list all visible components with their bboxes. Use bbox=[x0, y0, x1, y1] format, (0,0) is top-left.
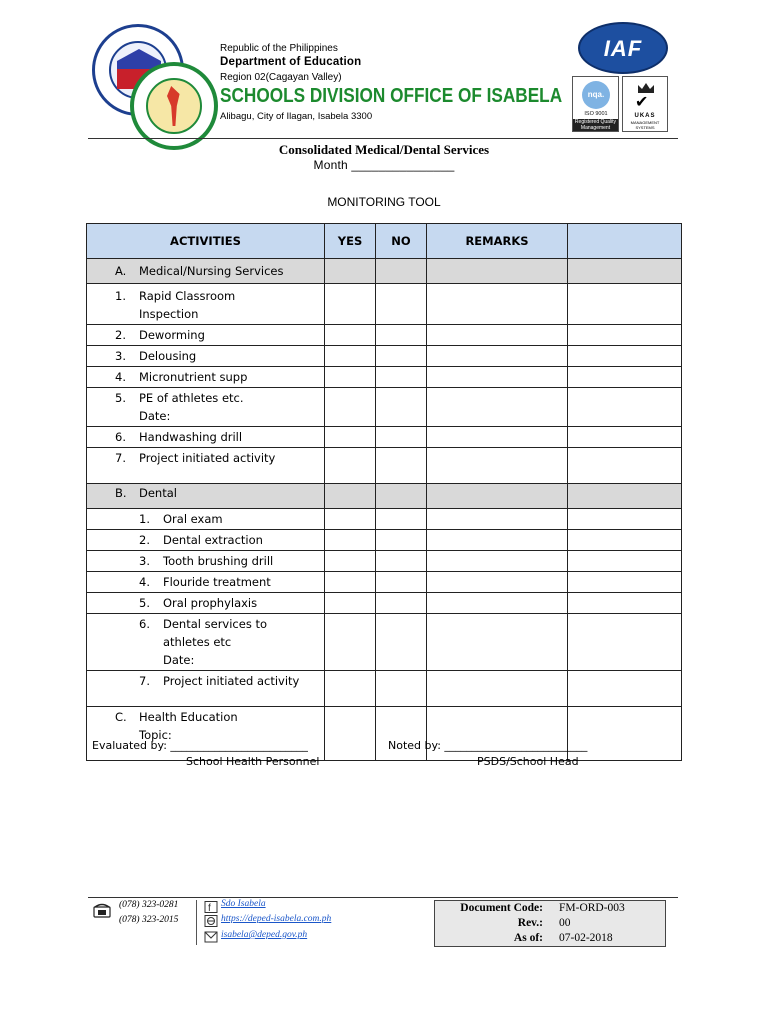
yes-cell[interactable] bbox=[325, 427, 376, 448]
yes-cell[interactable] bbox=[325, 551, 376, 572]
tool-title: MONITORING TOOL bbox=[327, 195, 441, 209]
rev-label: Rev.: bbox=[517, 917, 543, 929]
iso-9001-badge-icon bbox=[572, 76, 619, 132]
email-link[interactable]: isabela@deped.gov.ph bbox=[221, 930, 308, 940]
svg-text:f: f bbox=[208, 903, 211, 913]
activity-cell: 4. Micronutrient supp bbox=[87, 367, 325, 388]
iso-caption: Registered Quality Management bbox=[574, 119, 617, 131]
checkmark-icon: ✔ bbox=[635, 94, 649, 111]
activity-cell: 5. PE of athletes etc. Date: bbox=[87, 388, 325, 427]
table-row bbox=[87, 367, 682, 388]
yes-cell[interactable] bbox=[325, 367, 376, 388]
ukas-label: UKAS bbox=[634, 113, 656, 119]
table-row bbox=[87, 551, 682, 572]
yes-cell[interactable] bbox=[325, 671, 376, 707]
table-row bbox=[87, 614, 682, 671]
remarks-cell[interactable] bbox=[427, 388, 568, 427]
evaluated-by-line: Evaluated by: _________________________ bbox=[92, 739, 308, 752]
table-row bbox=[87, 325, 682, 346]
table-row bbox=[87, 530, 682, 551]
remarks-cell[interactable] bbox=[427, 448, 568, 484]
remarks-cell[interactable] bbox=[427, 325, 568, 346]
noted-role: PSDS/School Head bbox=[477, 755, 579, 768]
monitoring-table bbox=[86, 223, 682, 761]
extra-cell bbox=[568, 448, 682, 484]
no-cell[interactable] bbox=[376, 427, 427, 448]
yes-cell[interactable] bbox=[325, 448, 376, 484]
header-department: Department of Education bbox=[220, 56, 362, 68]
activity-cell: 2. Deworming bbox=[87, 325, 325, 346]
sdo-isabela-seal-icon bbox=[130, 62, 218, 150]
table-header-row bbox=[87, 224, 682, 259]
activity-cell: 4. Flouride treatment bbox=[87, 572, 325, 593]
remarks-cell[interactable] bbox=[427, 671, 568, 707]
activity-cell: 7. Project initiated activity bbox=[87, 448, 325, 484]
activity-cell: 3. Tooth brushing drill bbox=[87, 551, 325, 572]
extra-cell bbox=[568, 509, 682, 530]
envelope-icon bbox=[204, 931, 218, 943]
doc-code-label: Document Code: bbox=[460, 902, 543, 914]
table-row bbox=[87, 572, 682, 593]
website-link[interactable]: https://deped-isabela.com.ph bbox=[221, 914, 332, 924]
remarks-cell[interactable] bbox=[427, 707, 568, 761]
remarks-cell[interactable] bbox=[427, 259, 568, 284]
section-a-row bbox=[87, 259, 682, 284]
yes-cell[interactable] bbox=[325, 484, 376, 509]
section-b-title: B. Dental bbox=[87, 484, 325, 509]
as-of-value: 07-02-2018 bbox=[559, 932, 613, 944]
remarks-cell[interactable] bbox=[427, 509, 568, 530]
header-remarks: REMARKS bbox=[427, 224, 568, 259]
telephone-icon bbox=[93, 902, 111, 918]
yes-cell[interactable] bbox=[325, 593, 376, 614]
yes-cell[interactable] bbox=[325, 509, 376, 530]
extra-cell bbox=[568, 614, 682, 671]
ukas-badge-icon bbox=[622, 76, 668, 132]
extra-cell bbox=[568, 551, 682, 572]
remarks-cell[interactable] bbox=[427, 346, 568, 367]
header-divider bbox=[88, 138, 678, 139]
activity-cell: 1. Rapid Classroom Inspection bbox=[87, 284, 325, 325]
remarks-cell[interactable] bbox=[427, 367, 568, 388]
phone-number-2: (078) 323-2015 bbox=[119, 915, 179, 925]
table-row bbox=[87, 448, 682, 484]
document-code-box bbox=[434, 900, 666, 947]
phone-number-1: (078) 323-0281 bbox=[119, 900, 179, 910]
yes-cell[interactable] bbox=[325, 325, 376, 346]
yes-cell[interactable] bbox=[325, 614, 376, 671]
globe-icon bbox=[204, 915, 218, 927]
footer-separator bbox=[196, 900, 197, 945]
extra-cell bbox=[568, 325, 682, 346]
activity-cell: 6. Dental services to athletes etc Date: bbox=[87, 614, 325, 671]
evaluated-role: School Health Personnel bbox=[186, 755, 320, 768]
no-cell[interactable] bbox=[376, 284, 427, 325]
no-cell[interactable] bbox=[376, 707, 427, 761]
table-row bbox=[87, 284, 682, 325]
no-cell[interactable] bbox=[376, 509, 427, 530]
remarks-cell[interactable] bbox=[427, 484, 568, 509]
section-a-title: A. Medical/Nursing Services bbox=[87, 259, 325, 284]
remarks-cell[interactable] bbox=[427, 572, 568, 593]
extra-cell bbox=[568, 484, 682, 509]
extra-cell bbox=[568, 367, 682, 388]
no-cell[interactable] bbox=[376, 593, 427, 614]
activity-cell: 3. Delousing bbox=[87, 346, 325, 367]
extra-cell bbox=[568, 259, 682, 284]
activity-cell: 2. Dental extraction bbox=[87, 530, 325, 551]
iso-label: ISO 9001 bbox=[584, 111, 608, 117]
remarks-cell[interactable] bbox=[427, 427, 568, 448]
header-extra bbox=[568, 224, 682, 259]
no-cell[interactable] bbox=[376, 448, 427, 484]
header-office: SCHOOLS DIVISION OFFICE OF ISABELA bbox=[220, 85, 563, 107]
remarks-cell[interactable] bbox=[427, 551, 568, 572]
no-cell[interactable] bbox=[376, 614, 427, 671]
no-cell[interactable] bbox=[376, 346, 427, 367]
no-cell[interactable] bbox=[376, 484, 427, 509]
no-cell[interactable] bbox=[376, 259, 427, 284]
noted-by-line: Noted by: __________________________ bbox=[388, 739, 588, 752]
table-row bbox=[87, 427, 682, 448]
yes-cell[interactable] bbox=[325, 572, 376, 593]
yes-cell[interactable] bbox=[325, 530, 376, 551]
activity-cell: 7. Project initiated activity bbox=[87, 671, 325, 707]
footer-divider bbox=[88, 897, 678, 898]
header-address: Alibagu, City of Ilagan, Isabela 3300 bbox=[220, 111, 373, 122]
extra-cell bbox=[568, 593, 682, 614]
table-row bbox=[87, 388, 682, 427]
nqa-logo-text: nqa. bbox=[582, 81, 610, 109]
facebook-icon bbox=[204, 901, 218, 913]
no-cell[interactable] bbox=[376, 551, 427, 572]
document-title: Consolidated Medical/Dental Services bbox=[278, 142, 490, 157]
extra-cell bbox=[568, 346, 682, 367]
ukas-caption: MANAGEMENT SYSTEMS bbox=[630, 120, 660, 130]
month-line: Month _______________ bbox=[313, 158, 455, 172]
rev-value: 00 bbox=[559, 917, 571, 929]
yes-cell[interactable] bbox=[325, 707, 376, 761]
activity-cell: 6. Handwashing drill bbox=[87, 427, 325, 448]
iaf-logo-icon bbox=[578, 22, 668, 74]
iaf-logo-text: IAF bbox=[603, 36, 643, 61]
header-activities: ACTIVITIES bbox=[87, 224, 325, 259]
no-cell[interactable] bbox=[376, 388, 427, 427]
yes-cell[interactable] bbox=[325, 346, 376, 367]
extra-cell bbox=[568, 572, 682, 593]
section-c-row bbox=[87, 707, 682, 761]
header-no: NO bbox=[376, 224, 427, 259]
header-yes: YES bbox=[325, 224, 376, 259]
remarks-cell[interactable] bbox=[427, 614, 568, 671]
doc-code-value: FM-ORD-003 bbox=[559, 902, 625, 914]
no-cell[interactable] bbox=[376, 671, 427, 707]
section-c-title: C. Health Education Topic: bbox=[87, 707, 325, 761]
yes-cell[interactable] bbox=[325, 388, 376, 427]
table-row bbox=[87, 346, 682, 367]
facebook-link[interactable]: Sdo Isabela bbox=[221, 899, 266, 909]
remarks-cell[interactable] bbox=[427, 530, 568, 551]
extra-cell bbox=[568, 671, 682, 707]
yes-cell[interactable] bbox=[325, 259, 376, 284]
no-cell[interactable] bbox=[376, 572, 427, 593]
remarks-cell[interactable] bbox=[427, 284, 568, 325]
table-row bbox=[87, 593, 682, 614]
section-b-row bbox=[87, 484, 682, 509]
extra-cell bbox=[568, 530, 682, 551]
extra-cell bbox=[568, 284, 682, 325]
crown-icon bbox=[638, 83, 654, 93]
extra-cell bbox=[568, 427, 682, 448]
remarks-cell[interactable] bbox=[427, 593, 568, 614]
no-cell[interactable] bbox=[376, 367, 427, 388]
activity-cell: 1. Oral exam bbox=[87, 509, 325, 530]
table-row bbox=[87, 671, 682, 707]
header-region: Region 02(Cagayan Valley) bbox=[220, 72, 342, 83]
extra-cell bbox=[568, 388, 682, 427]
no-cell[interactable] bbox=[376, 325, 427, 346]
header-republic: Republic of the Philippines bbox=[220, 43, 338, 54]
extra-cell bbox=[568, 707, 682, 761]
as-of-label: As of: bbox=[513, 932, 543, 944]
table-row bbox=[87, 509, 682, 530]
yes-cell[interactable] bbox=[325, 284, 376, 325]
no-cell[interactable] bbox=[376, 530, 427, 551]
activity-cell: 5. Oral prophylaxis bbox=[87, 593, 325, 614]
